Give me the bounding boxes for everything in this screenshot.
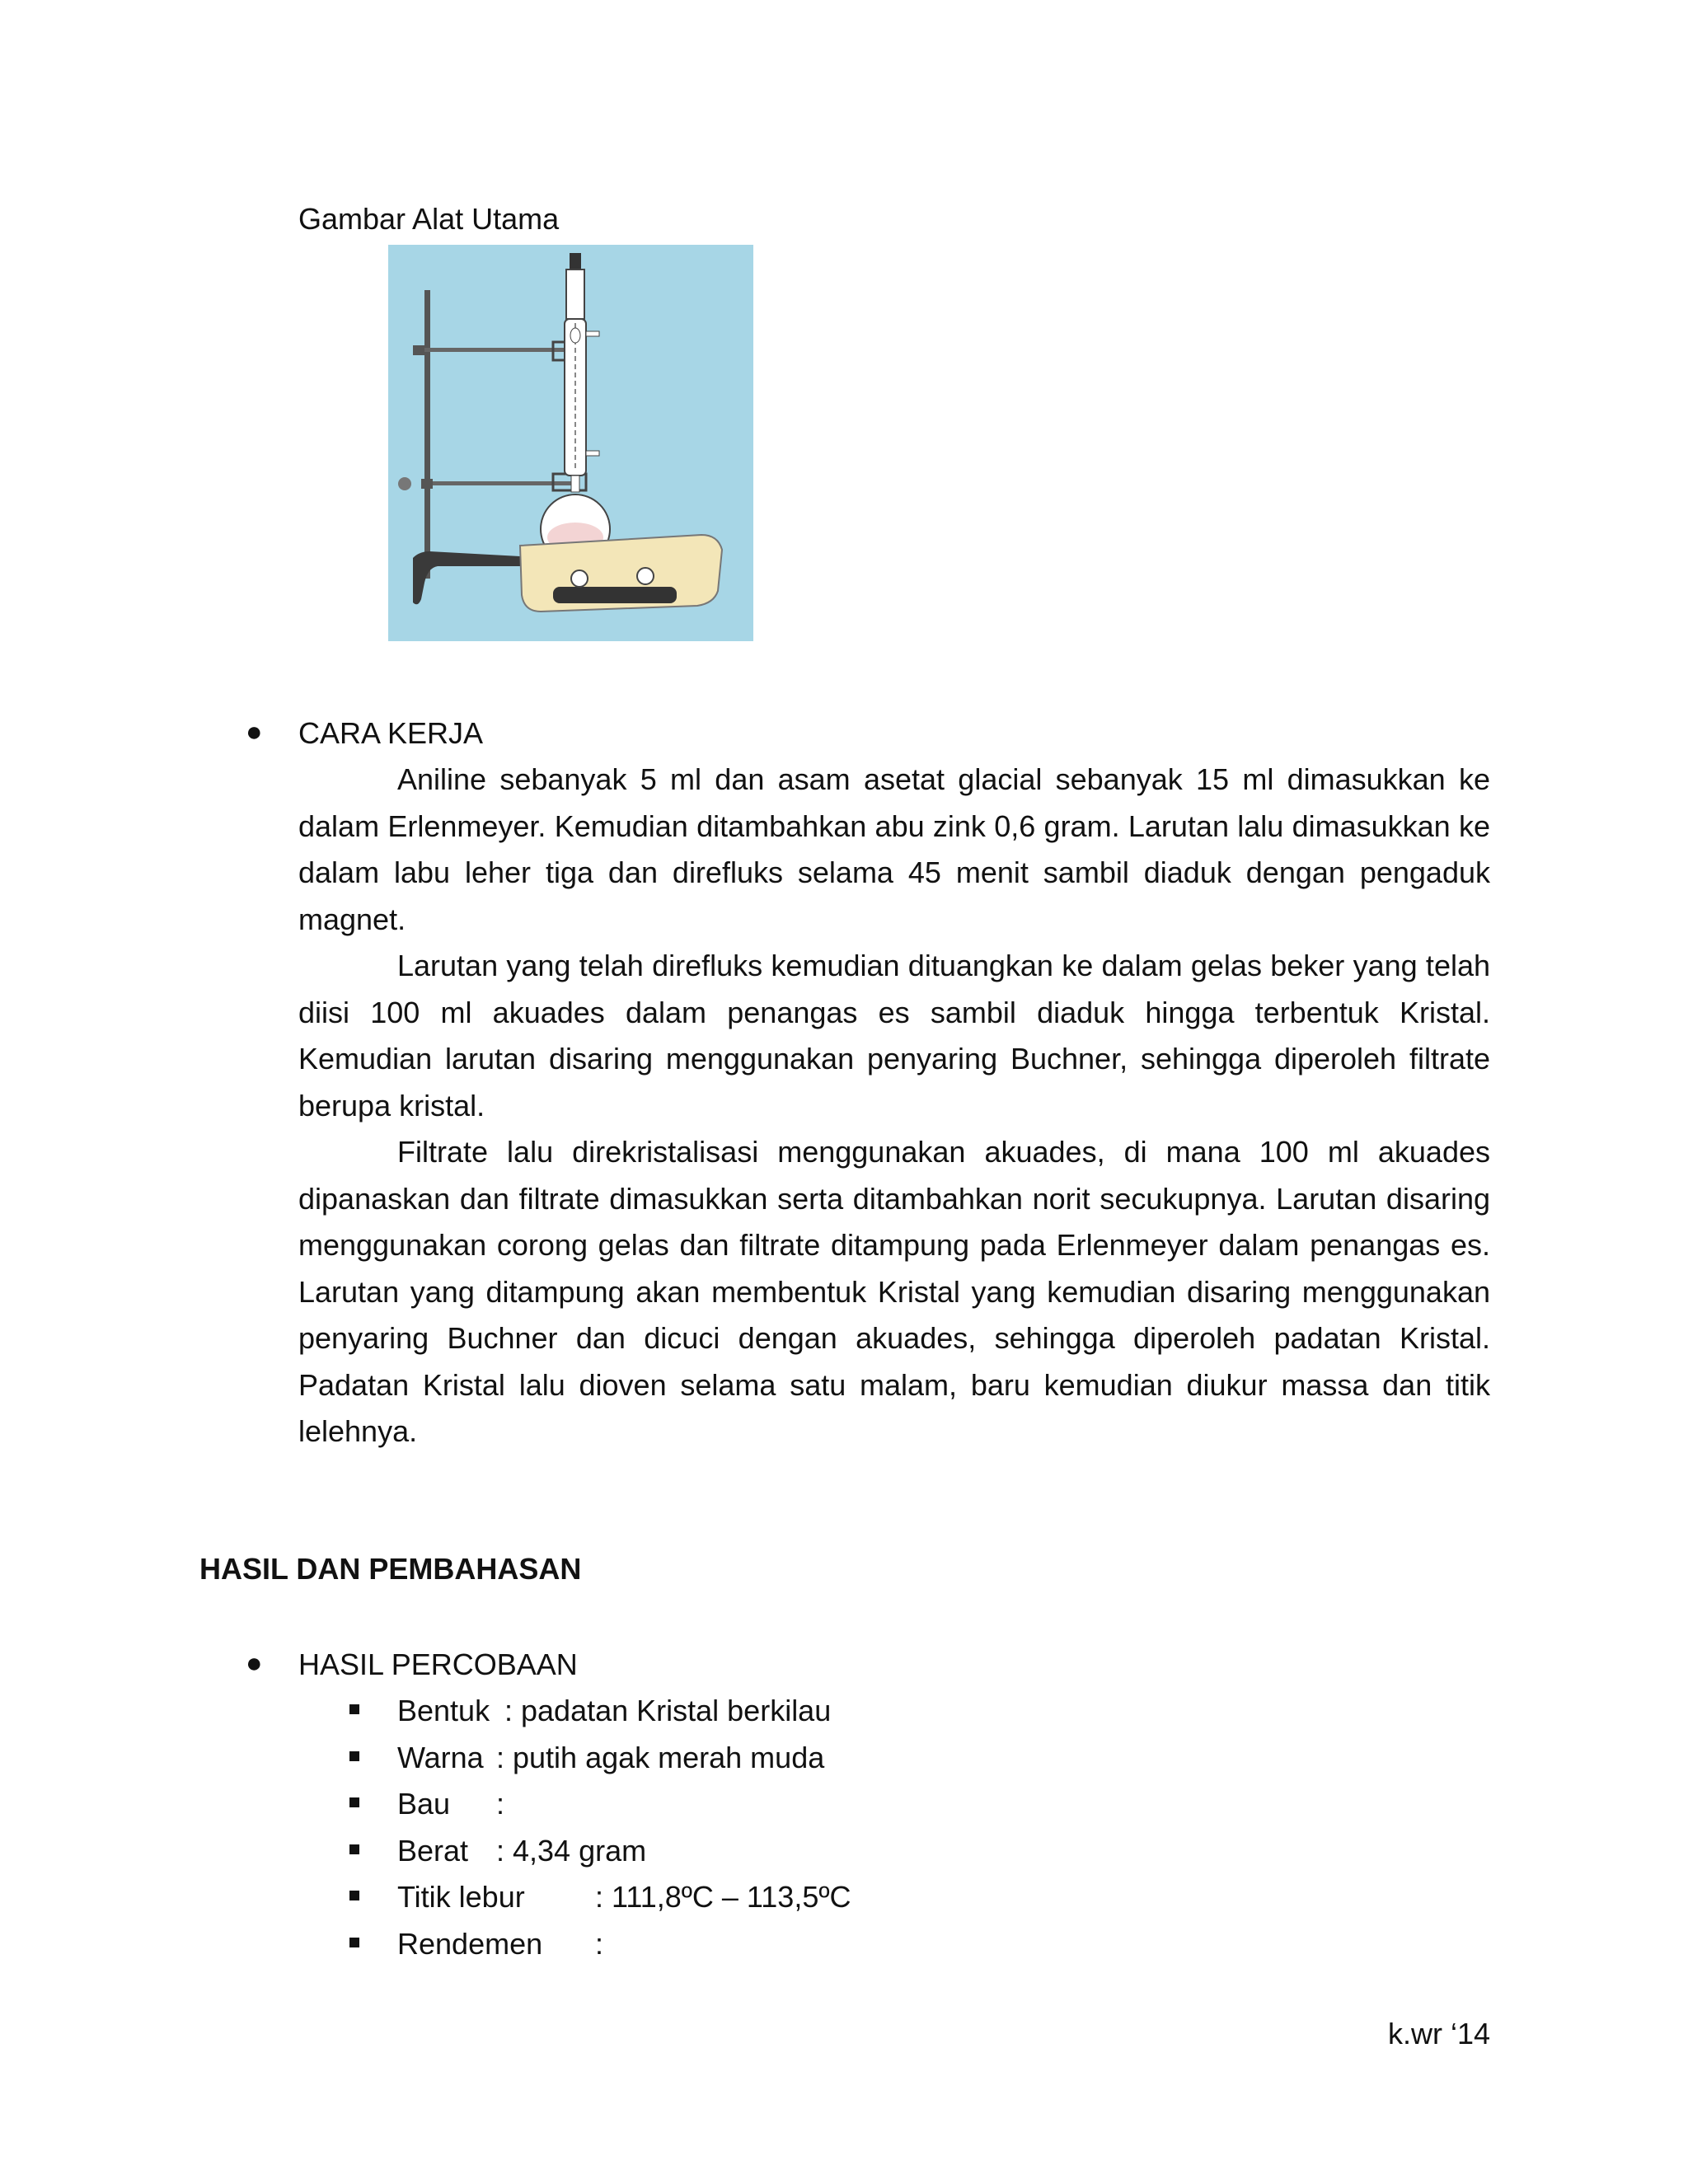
square-bullet-icon: [349, 1797, 359, 1807]
bullet-dot-icon: ●: [246, 1647, 263, 1679]
item-label-bau: Bau: [397, 1787, 451, 1821]
square-bullet-icon: [349, 1844, 359, 1854]
square-bullet-icon: [349, 1891, 359, 1900]
square-bullet-icon: [349, 1704, 359, 1714]
square-bullet-icon: [349, 1938, 359, 1947]
reflux-apparatus-figure: [388, 245, 753, 641]
item-label-titik-lebur: Titik lebur: [397, 1880, 525, 1914]
item-label-warna: Warna: [397, 1741, 484, 1774]
item-label-rendemen: Rendemen: [397, 1927, 543, 1961]
cara-kerja-body: [298, 757, 1490, 1455]
cara-kerja-paragraph-3: Filtrate lalu direkristalisasi menggunakan akuades, di mana 100 ml akuades dipanaskan dan filtrate dimasukkan serta ditambahkan norit secukupnya. Larutan disaring menggunakan corong gelas dan filtrate ditampung pada Erlenmeyer dalam penangas es. Larutan yang ditampung akan membentuk Kristal yang kemudian disaring menggunakan penyaring Buchner dan dicuci dengan akuades, sehingga diperoleh padatan Kristal. Padatan Kristal lalu dioven selama satu malam, baru kemudian diukur massa dan titik lelehnya.: [298, 1135, 1490, 1448]
item-label-bentuk: Bentuk: [397, 1694, 490, 1727]
item-value-bau: :: [496, 1787, 505, 1821]
bullet-dot-icon: ●: [246, 716, 263, 748]
figure-caption: Gambar Alat Utama: [298, 202, 560, 236]
hasil-title: HASIL PERCOBAAN: [298, 1647, 578, 1681]
item-label-berat: Berat: [397, 1834, 469, 1868]
item-value-bentuk: : padatan Kristal berkilau: [504, 1694, 832, 1727]
item-value-titik-lebur: : 111,8ºC – 113,5ºC: [595, 1880, 851, 1914]
item-value-warna: : putih agak merah muda: [496, 1741, 825, 1774]
square-bullet-icon: [349, 1751, 359, 1761]
page-footer: k.wr ‘14: [1387, 2017, 1490, 2050]
section-heading: HASIL DAN PEMBAHASAN: [199, 1552, 582, 1586]
cara-kerja-title: CARA KERJA: [298, 716, 484, 750]
cara-kerja-paragraph-1: Aniline sebanyak 5 ml dan asam asetat glacial sebanyak 15 ml dimasukkan ke dalam Erlenmeyer. Kemudian ditambahkan abu zink 0,6 gram. Larutan lalu dimasukkan ke dalam labu leher tiga dan direfluks selama 45 menit sambil diaduk dengan pengaduk magnet.: [298, 762, 1490, 936]
cara-kerja-paragraph-2: Larutan yang telah direfluks kemudian dituangkan ke dalam gelas beker yang telah diisi 100 ml akuades dalam penangas es sambil diaduk hingga terbentuk Kristal. Kemudian larutan disaring menggunakan penyaring Buchner, sehingga diperoleh filtrate berupa kristal.: [298, 949, 1490, 1122]
item-value-berat: : 4,34 gram: [496, 1834, 647, 1868]
item-value-rendemen: :: [595, 1927, 604, 1961]
reflux-apparatus-illustration: [388, 245, 753, 641]
